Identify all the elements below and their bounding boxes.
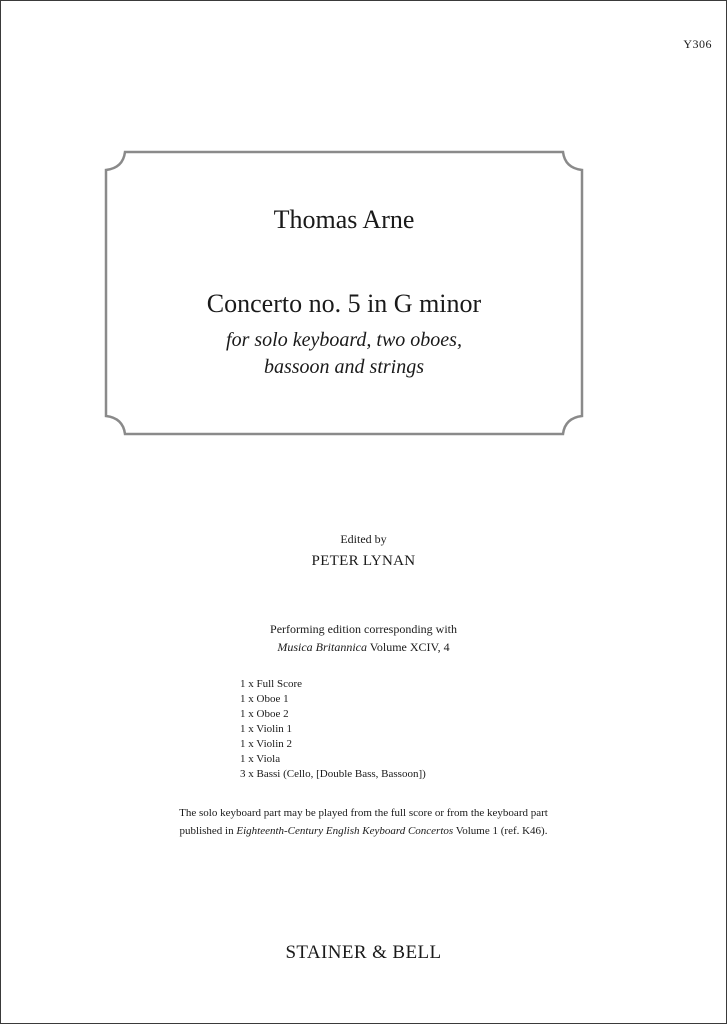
list-item: 1 x Viola [240,753,281,765]
list-item: 1 x Oboe 1 [240,693,289,705]
editor-name: PETER LYNAN [311,553,416,569]
publisher-name: STAINER & BELL [285,942,442,963]
list-item: 3 x Bassi (Cello, [Double Bass, Bassoon]) [240,768,426,780]
composer-name: Thomas Arne [273,205,415,234]
title-frame [103,149,585,437]
note-prefix: published in [179,825,237,837]
work-title: Concerto no. 5 in G minor [206,289,482,318]
note-line-2 [1,822,726,840]
performing-line-2 [1,638,726,656]
edited-by-label: Edited by [340,532,387,546]
catalog-code: Y306 [683,37,712,51]
note-book-title: Eighteenth-Century English Keyboard Concertos [236,825,454,837]
list-item: 1 x Full Score [240,678,303,690]
keyboard-part-note [1,804,726,840]
scoring-line-2: bassoon and strings [263,356,425,378]
note-suffix: Volume 1 (ref. K46). [453,825,548,837]
note-line-1: The solo keyboard part may be played from the full score or from the keyboard part [179,807,548,819]
list-item: 1 x Violin 1 [240,723,293,735]
scoring-line-1: for solo keyboard, two oboes, [226,329,462,351]
series-title: Musica Britannica [277,640,367,654]
performing-line-1: Performing edition corresponding with [270,622,457,636]
parts-list [240,677,426,782]
list-item: 1 x Violin 2 [240,738,293,750]
editor-block [1,531,726,570]
list-item: 1 x Oboe 2 [240,708,289,720]
scoring [103,327,585,381]
series-volume: Volume XCIV, 4 [366,640,450,654]
performing-edition-note [1,620,726,656]
